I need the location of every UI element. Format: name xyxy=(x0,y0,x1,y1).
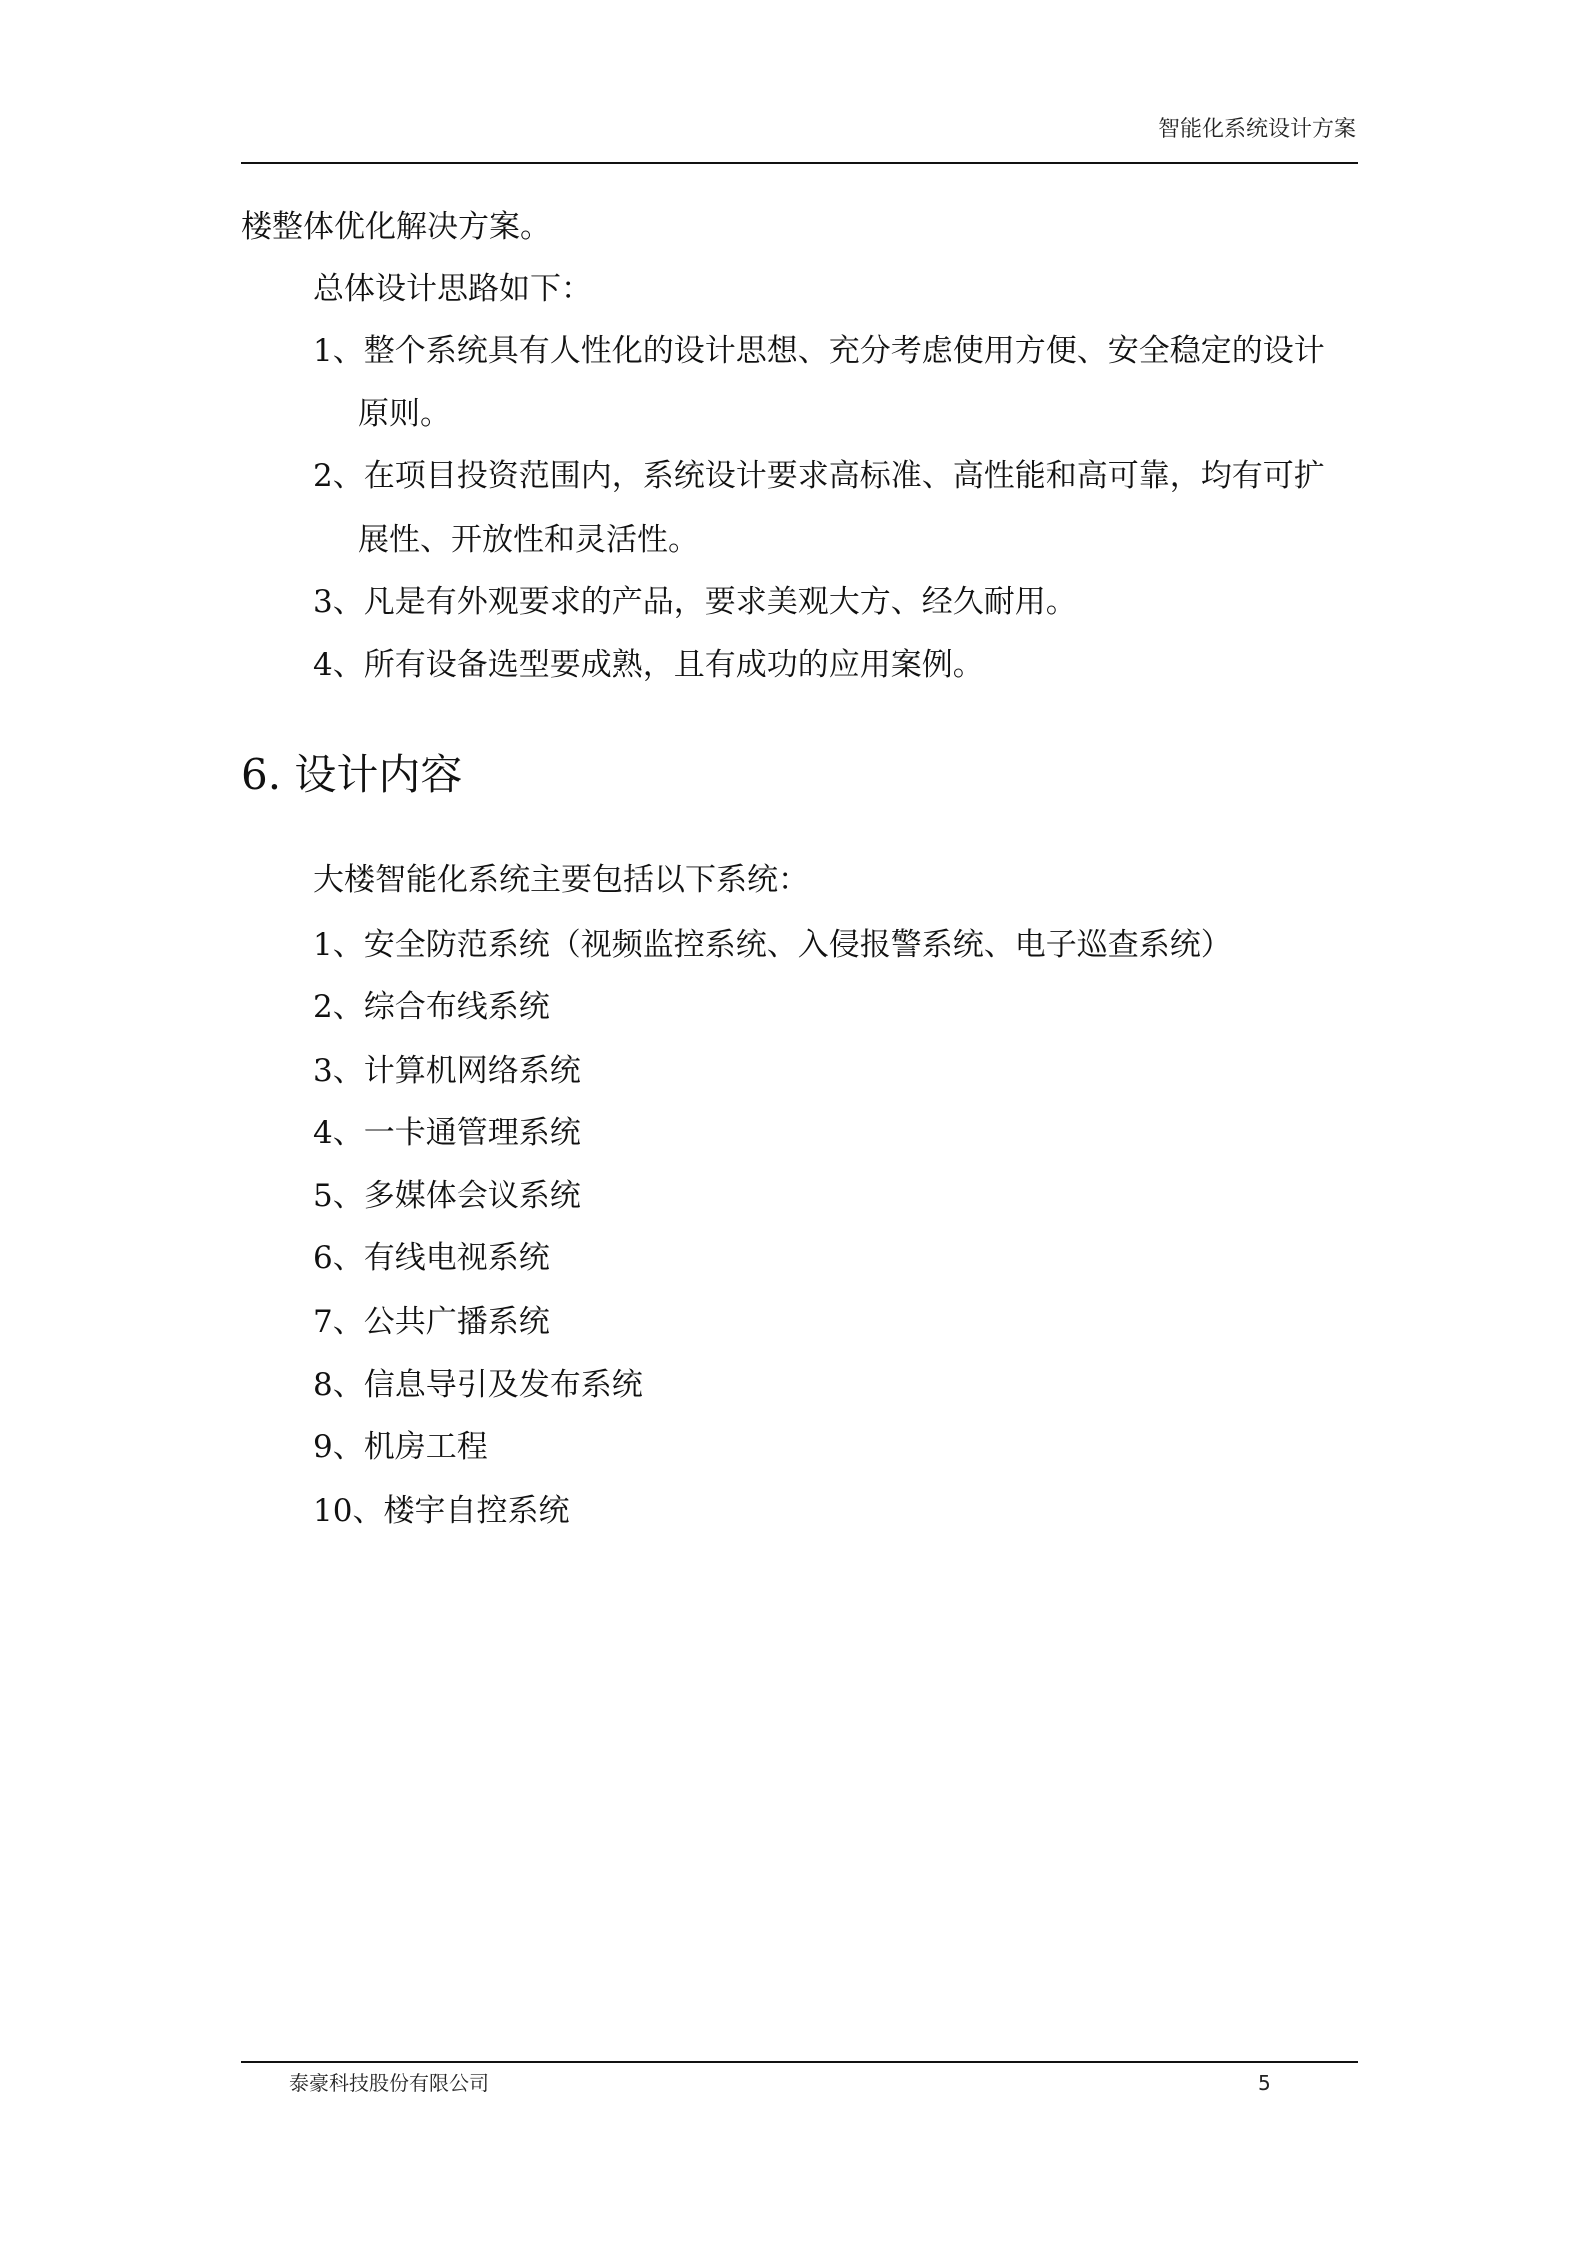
principle-2-cont: 展性、开放性和灵活性。 xyxy=(358,522,699,558)
header-divider xyxy=(241,162,1358,164)
principle-1-cont: 原则。 xyxy=(358,396,451,432)
system-item: 10、楼宇自控系统 xyxy=(313,1493,570,1529)
footer-company: 泰豪科技股份有限公司 xyxy=(289,2071,489,2095)
section-intro: 大楼智能化系统主要包括以下系统： xyxy=(313,862,809,898)
page-number: 5 xyxy=(1258,2071,1271,2095)
system-item: 7、公共广播系统 xyxy=(313,1304,550,1340)
principle-4: 4、所有设备选型要成熟，且有成功的应用案例。 xyxy=(313,647,984,683)
system-item: 9、机房工程 xyxy=(313,1429,488,1465)
system-item: 3、计算机网络系统 xyxy=(313,1053,581,1089)
system-item: 1、安全防范系统（视频监控系统、入侵报警系统、电子巡查系统） xyxy=(313,927,1232,963)
header-title: 智能化系统设计方案 xyxy=(1157,117,1356,142)
principle-1: 1、整个系统具有人性化的设计思想、充分考虑使用方便、安全稳定的设计 xyxy=(313,333,1325,369)
section-heading: 6. 设计内容 xyxy=(241,750,463,799)
system-item: 4、一卡通管理系统 xyxy=(313,1115,581,1151)
paragraph-continuation: 楼整体优化解决方案。 xyxy=(241,209,551,245)
design-intro: 总体设计思路如下： xyxy=(313,271,592,307)
system-item: 8、信息导引及发布系统 xyxy=(313,1367,643,1403)
system-item: 5、多媒体会议系统 xyxy=(313,1178,581,1214)
principle-2: 2、在项目投资范围内，系统设计要求高标准、高性能和高可靠，均有可扩 xyxy=(313,458,1325,494)
system-item: 6、有线电视系统 xyxy=(313,1240,550,1276)
footer-divider xyxy=(241,2061,1358,2063)
principle-3: 3、凡是有外观要求的产品，要求美观大方、经久耐用。 xyxy=(313,584,1077,620)
system-item: 2、综合布线系统 xyxy=(313,989,550,1025)
